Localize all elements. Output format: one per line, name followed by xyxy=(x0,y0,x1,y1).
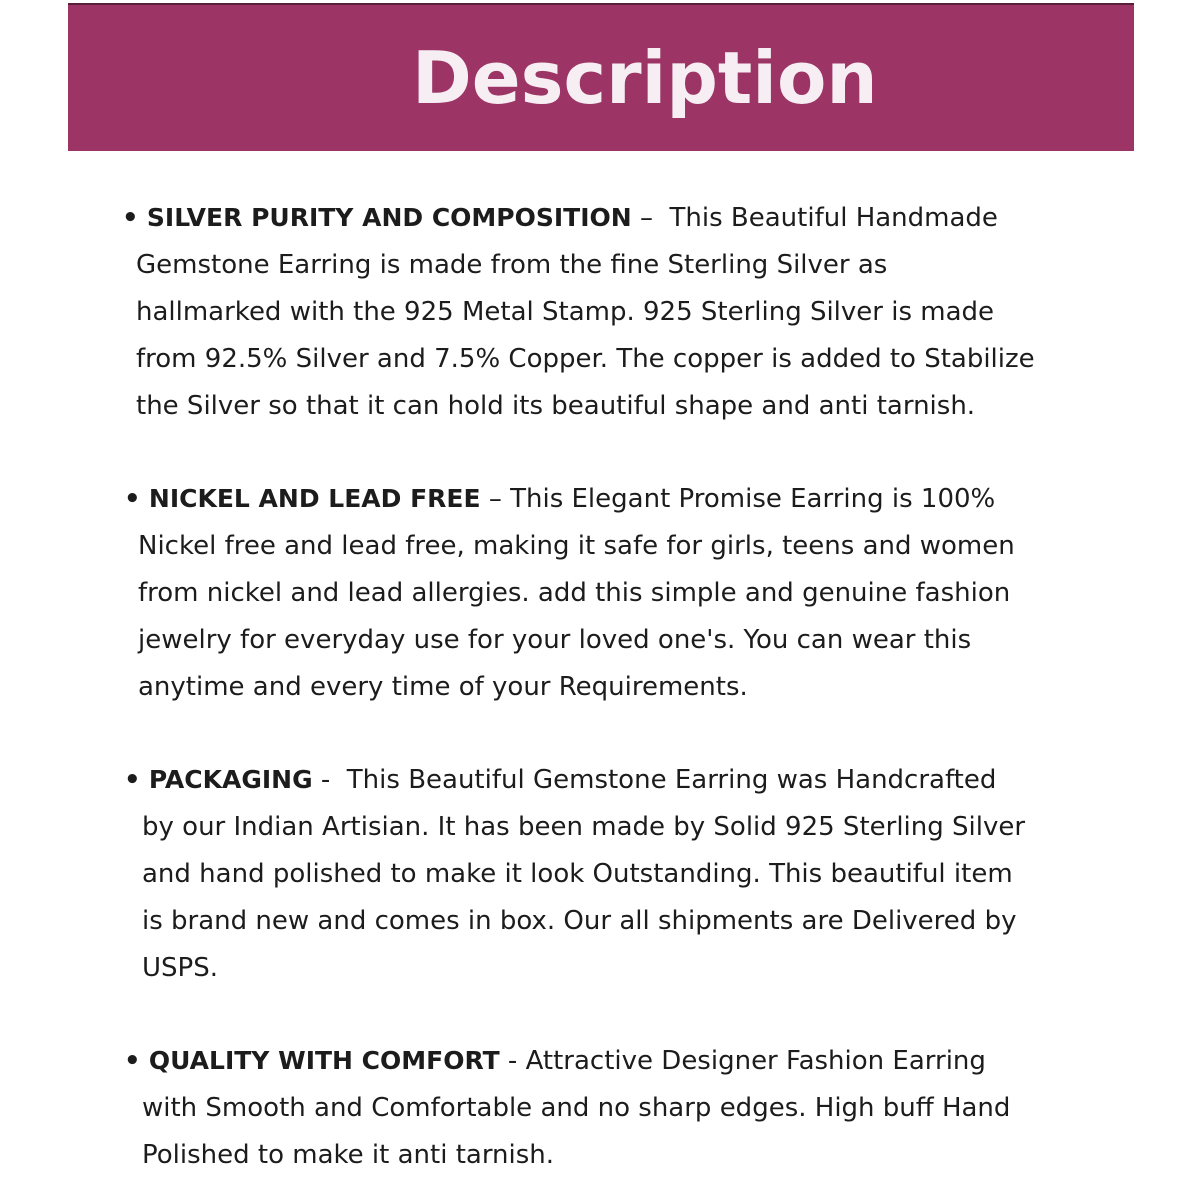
bullet-icon: • xyxy=(124,765,141,795)
item-text: This Beautiful Handmade xyxy=(669,203,998,233)
item-text-line: USPS. xyxy=(142,953,218,983)
item-text-line: from 92.5% Silver and 7.5% Copper. The copper is added to Stabilize xyxy=(136,344,1035,374)
bullet-icon: • xyxy=(124,1046,141,1076)
item-separator: - xyxy=(499,1046,526,1076)
item-text-line: Gemstone Earring is made from the fine Sterling Silver as xyxy=(136,250,888,280)
description-header-band xyxy=(68,3,1134,151)
item-text-line: by our Indian Artisian. It has been made by Solid 925 Sterling Silver xyxy=(142,812,1026,842)
item-first-line xyxy=(124,756,1084,804)
description-item-packaging xyxy=(124,756,1084,992)
item-heading: SILVER PURITY AND COMPOSITION xyxy=(146,203,632,232)
item-text: This Beautiful Gemstone Earring was Handcrafted xyxy=(346,765,997,795)
bullet-icon: • xyxy=(122,203,139,233)
item-text: This Elegant Promise Earring is 100% xyxy=(510,484,996,514)
item-text-line: jewelry for everyday use for your loved one's. You can wear this xyxy=(138,625,972,655)
item-text-line: is brand new and comes in box. Our all shipments are Delivered by xyxy=(142,906,1017,936)
item-heading: QUALITY WITH COMFORT xyxy=(148,1046,500,1075)
item-text-line: with Smooth and Comfortable and no sharp edges. High buff Hand xyxy=(142,1093,1011,1123)
item-text-line: from nickel and lead allergies. add this simple and genuine fashion xyxy=(138,578,1011,608)
item-text-line: anytime and every time of your Requirements. xyxy=(138,672,748,702)
description-item-silver-purity xyxy=(122,194,1082,430)
bullet-icon: • xyxy=(124,484,141,514)
item-text-line: Nickel free and lead free, making it safe for girls, teens and women xyxy=(138,531,1015,561)
item-text: Attractive Designer Fashion Earring xyxy=(525,1046,986,1076)
page-title: Description xyxy=(412,36,878,120)
item-separator: – xyxy=(631,203,670,233)
item-text-line: hallmarked with the 925 Metal Stamp. 925 Sterling Silver is made xyxy=(136,297,995,327)
item-first-line xyxy=(122,194,1082,242)
item-text-line: Polished to make it anti tarnish. xyxy=(142,1140,555,1170)
item-first-line xyxy=(124,1037,1084,1085)
description-item-quality-comfort xyxy=(124,1037,1084,1179)
item-separator: – xyxy=(480,484,511,514)
description-item-nickel-lead-free xyxy=(124,475,1084,711)
item-first-line xyxy=(124,475,1084,523)
item-text-line: the Silver so that it can hold its beautiful shape and anti tarnish. xyxy=(136,391,976,421)
item-text-line: and hand polished to make it look Outstanding. This beautiful item xyxy=(142,859,1013,889)
item-heading: PACKAGING xyxy=(148,765,313,794)
item-separator: - xyxy=(312,765,347,795)
item-heading: NICKEL AND LEAD FREE xyxy=(148,484,481,513)
